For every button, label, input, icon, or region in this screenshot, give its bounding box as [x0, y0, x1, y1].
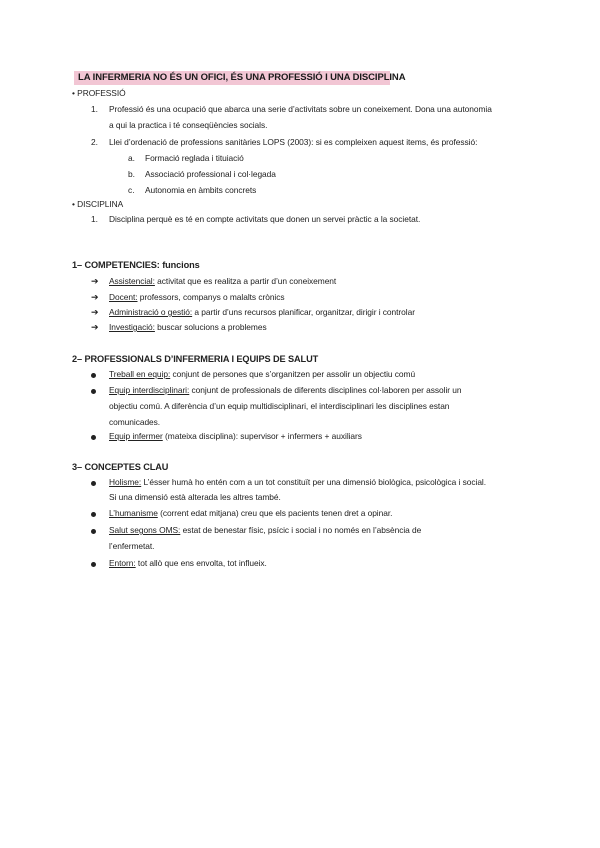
list-number: 2. — [91, 137, 98, 147]
definition: (corrent edat mitjana) creu que els pacients tenen dret a opinar. — [157, 508, 393, 518]
definition: tot allò que ens envolta, tot influeix. — [135, 558, 267, 568]
sublist-item-text: Associació professional i col·legada — [145, 169, 276, 179]
list-item — [109, 558, 267, 569]
section-heading-professionals: 2– PROFESSIONALS D’INFERMERIA I EQUIPS DE SALUT — [72, 354, 319, 364]
term: Treball en equip: — [109, 369, 171, 379]
list-item-continuation: Si una dimensió està alterada les altres també. — [109, 492, 281, 502]
term: Assistencial: — [109, 276, 155, 286]
list-item-continuation: objectiu comú. A diferència d’un equip multidisciplinari, el interdisciplinari les disciplines estan — [109, 401, 450, 411]
definition: conjunt de persones que s’organitzen per assolir un objectiu comú — [170, 369, 416, 379]
list-number: 1. — [91, 214, 98, 224]
term: L’humanisme — [109, 508, 158, 518]
sublist-letter: b. — [128, 169, 135, 179]
list-item — [109, 276, 336, 287]
list-number: 1. — [91, 104, 98, 114]
sublist-letter: a. — [128, 153, 135, 163]
term: Investigació: — [109, 322, 155, 332]
definition: activitat que es realitza a partir d’un coneixement — [154, 276, 337, 286]
arrow-bullet-icon: ➔ — [91, 292, 99, 302]
sublist-letter: c. — [128, 185, 135, 195]
definition: professors, companys o malalts crònics — [137, 292, 285, 302]
list-item-continuation: l’enfermetat. — [109, 541, 155, 551]
term: Administració o gestió: — [109, 307, 193, 317]
disciplina-heading: • DISCIPLINA — [72, 199, 124, 209]
bullet-icon — [91, 435, 96, 440]
arrow-bullet-icon: ➔ — [91, 307, 99, 317]
bullet-icon — [91, 562, 96, 567]
page-title: LA INFERMERIA NO ÉS UN OFICI, ÉS UNA PROFESSIÓ I UNA DISCIPLINA — [74, 71, 390, 85]
sublist-item-text: Formació reglada i tituiació — [145, 153, 244, 163]
section-heading-competencies: 1– COMPETENCIES: funcions — [72, 260, 200, 270]
term: Salut segons OMS: — [109, 525, 181, 535]
term: Entorn: — [109, 558, 136, 568]
bullet-icon — [91, 389, 96, 394]
list-item — [109, 508, 392, 519]
bullet-icon — [91, 529, 96, 534]
list-item-text: Professió és una ocupació que abarca una serie d’activitats sobre un coneixement. Dona una autonomia — [109, 104, 492, 114]
bullet-icon — [91, 481, 96, 486]
definition: (mateixa disciplina): supervisor + infermers + auxiliars — [162, 431, 362, 441]
list-item-text: a qui la practica i té conseqüències socials. — [109, 120, 268, 130]
sublist-item-text: Autonomia en àmbits concrets — [145, 185, 257, 195]
list-item — [109, 307, 415, 318]
list-item — [109, 525, 421, 536]
professio-heading: • PROFESSIÓ — [72, 88, 126, 98]
arrow-bullet-icon: ➔ — [91, 322, 99, 332]
list-item-continuation: comunicades. — [109, 417, 161, 427]
definition: estat de benestar físic, psícic i social i no només en l’absència de — [180, 525, 422, 535]
bullet-icon — [91, 373, 96, 378]
definition: L’ésser humà ho entén com a un tot constituït per una dimensió biològica, psicològica i social. — [141, 477, 487, 487]
list-item — [109, 431, 362, 442]
section-heading-conceptes: 3– CONCEPTES CLAU — [72, 462, 169, 472]
list-item-text: Disciplina perquè es té en compte activitats que donen un servei pràctic a la societat. — [109, 214, 421, 224]
list-item-text: Llei d’ordenació de professions sanitàries LOPS (2003): si es compleixen aquest items, és professió: — [109, 137, 478, 147]
list-item — [109, 385, 461, 396]
bullet-icon — [91, 512, 96, 517]
list-item — [109, 292, 285, 303]
list-item — [109, 369, 415, 380]
list-item — [109, 322, 267, 333]
term: Holisme: — [109, 477, 142, 487]
term: Docent: — [109, 292, 138, 302]
list-item — [109, 477, 486, 488]
term: Equip interdisciplinari: — [109, 385, 190, 395]
definition: a partir d’uns recursos planificar, organitzar, dirigir i controlar — [192, 307, 415, 317]
definition: buscar solucions a problemes — [154, 322, 267, 332]
definition: conjunt de professionals de diferents disciplines col·laboren per assolir un — [189, 385, 462, 395]
term: Equip infermer — [109, 431, 163, 441]
arrow-bullet-icon: ➔ — [91, 276, 99, 286]
